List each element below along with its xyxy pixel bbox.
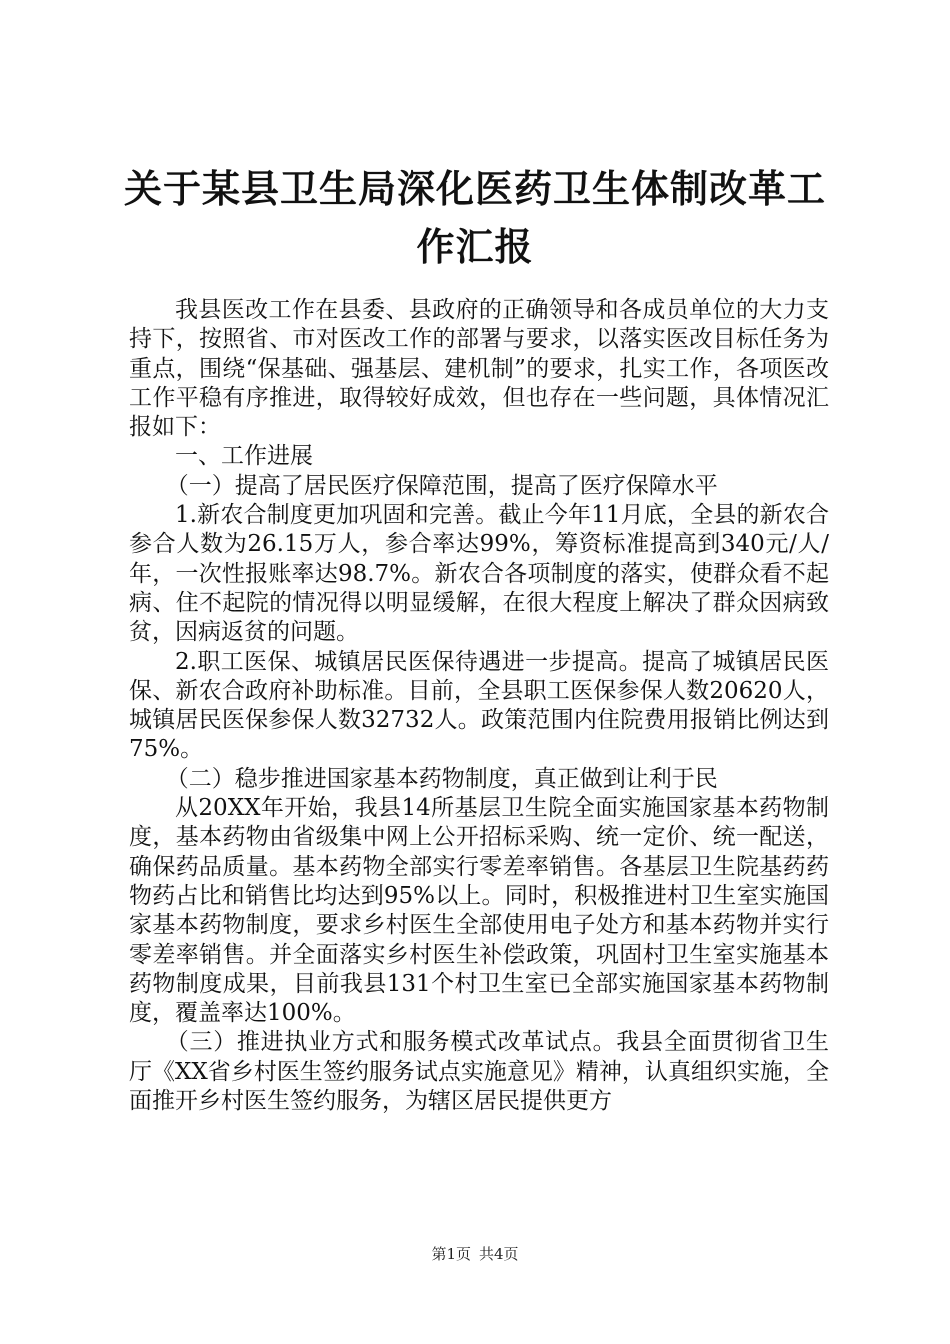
section-heading-work-progress: 一、工作进展 [175,443,313,470]
paragraph-ncms: 1.新农合制度更加巩固和完善。截止今年11月底，全县的新农合参合人数为26.15万人，参合率达99%，筹资标准提高到340元/人/年，一次性报账率达98.7%。新农合各项制度的落实，使群众看不起病、住不起院的情况得以明显缓解，在很大程度上解决了群众因病致贫，因病返贫的问题。 [129,502,829,646]
paragraph-medical-insurance: 2.职工医保、城镇居民医保待遇进一步提高。提高了城镇居民医保、新农合政府补助标准。目前，全县职工医保参保人数20620人，城镇居民医保参保人数32732人。政策范围内住院费用报销比例达到75%。 [129,648,829,763]
document-body [129,296,829,1116]
page-total: 共4页 [479,1245,519,1263]
page-number: 第1页 [431,1245,471,1263]
subsection-heading-1: （一）提高了居民医疗保障范围，提高了医疗保障水平 [165,472,718,499]
paragraph-essential-drugs: 从20XX年开始，我县14所基层卫生院全面实施国家基本药物制度，基本药物由省级集中网上公开招标采购、统一定价、统一配送，确保药品质量。基本药物全部实行零差率销售。各基层卫生院基药药物药占比和销售比均达到95%以上。同时，积极推进村卫生室实施国家基本药物制度，要求乡村医生全部使用电子处方和基本药物并实行零差率销售。并全面落实乡村医生补偿政策，巩固村卫生室实施基本药物制度成果，目前我县131个村卫生室已全部实施国家基本药物制度，覆盖率达100%。 [129,795,829,1027]
document-title: 关于某县卫生局深化医药卫生体制改革工作汇报 [123,166,826,269]
paragraph-service-reform: （三）推进执业方式和服务模式改革试点。我县全面贯彻省卫生厅《XX省乡村医生签约服务试点实施意见》精神，认真组织实施，全面推开乡村医生签约服务，为辖区居民提供更方 [129,1029,829,1115]
page-footer [0,1244,950,1264]
subsection-heading-2: （二）稳步推进国家基本药物制度，真正做到让利于民 [165,765,718,792]
intro-paragraph: 我县医改工作在县委、县政府的正确领导和各成员单位的大力支持下，按照省、市对医改工作的部署与要求，以落实医改目标任务为重点，围绕“保基础、强基层、建机制”的要求，扎实工作，各项医改工作平稳有序推进，取得较好成效，但也存在一些问题，具体情况汇报如下： [129,297,829,441]
